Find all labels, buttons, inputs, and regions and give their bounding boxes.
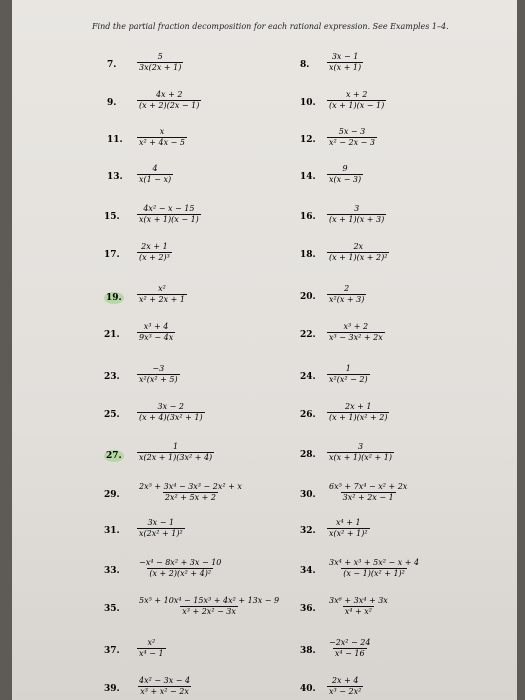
numerator: 2x⁵ + 3x⁴ − 3x³ − 2x² + x <box>139 482 242 491</box>
denominator: x² − 2x − 3 <box>329 138 375 147</box>
denominator: x(2x² + 1)² <box>139 529 183 538</box>
numerator: −3 <box>152 364 165 373</box>
numerator: 5x − 3 <box>338 127 366 136</box>
rational-expression <box>137 204 201 225</box>
rational-expression <box>137 442 214 463</box>
denominator: x(x + 1) <box>329 63 362 72</box>
problem-number: 22. <box>300 330 316 340</box>
numerator: 3 <box>354 204 360 213</box>
rational-expression <box>327 242 389 263</box>
denominator: (x + 1)(x + 3) <box>329 215 385 224</box>
numerator: x² <box>147 638 156 647</box>
numerator: 2x + 1 <box>345 402 372 411</box>
problem-number: 9. <box>107 98 117 108</box>
problem-number: 36. <box>300 604 316 614</box>
numerator: x + 2 <box>345 90 368 99</box>
instructions: Find the partial fraction decomposition for each rational expression. See Examples 1–4. <box>92 22 449 31</box>
problem-number: 29. <box>104 490 120 500</box>
problem-number: 24. <box>300 372 316 382</box>
problem-number: 21. <box>104 330 120 340</box>
denominator: 3x² + 2x − 1 <box>342 493 394 502</box>
denominator: x⁴ + x² <box>344 607 373 616</box>
denominator: x(x + 1)(x² + 1) <box>329 453 392 462</box>
textbook-page <box>12 0 517 700</box>
numerator: 5 <box>157 52 163 61</box>
rational-expression <box>137 242 172 263</box>
problem-number: 16. <box>300 212 316 222</box>
numerator: 4x² − x − 15 <box>143 204 195 213</box>
numerator: 2x + 1 <box>141 242 168 251</box>
rational-expression <box>327 558 421 579</box>
rational-expression <box>327 442 394 463</box>
numerator: 2 <box>344 284 350 293</box>
rational-expression <box>327 402 389 423</box>
numerator: 5x⁵ + 10x⁴ − 15x³ + 4x² + 13x − 9 <box>139 596 280 605</box>
problem-number: 33. <box>104 566 120 576</box>
numerator: −x⁴ − 8x² + 3x − 10 <box>139 558 222 567</box>
rational-expression <box>137 518 185 539</box>
numerator: 9 <box>342 164 348 173</box>
rational-expression <box>327 52 363 73</box>
denominator: x² + 2x + 1 <box>139 295 185 304</box>
rational-expression <box>137 596 281 617</box>
problem-number: 20. <box>300 292 316 302</box>
problem-number: 14. <box>300 172 316 182</box>
problem-number: 23. <box>104 372 120 382</box>
denominator: x(1 − x) <box>139 175 172 184</box>
denominator: x³ − 3x² + 2x <box>329 333 383 342</box>
rational-expression <box>327 90 386 111</box>
rational-expression <box>137 52 183 73</box>
denominator: x³ + x² − 2x <box>140 687 189 696</box>
denominator: (x + 4)(3x² + 1) <box>139 413 203 422</box>
numerator: 1 <box>173 442 179 451</box>
rational-expression <box>327 127 377 148</box>
rational-expression <box>137 127 187 148</box>
problem-number: 17. <box>104 250 120 260</box>
denominator: 2x² + 5x + 2 <box>164 493 216 502</box>
problem-number: 34. <box>300 566 316 576</box>
denominator: (x + 1)(x + 2)² <box>329 253 388 262</box>
rational-expression <box>137 364 180 385</box>
numerator: 2x + 4 <box>331 676 359 685</box>
numerator: x² <box>158 284 166 293</box>
problem-number: 31. <box>104 526 120 536</box>
rational-expression <box>327 518 370 539</box>
denominator: 9x³ − 4x <box>139 333 174 342</box>
numerator: x <box>159 127 165 136</box>
numerator: 3x⁴ + x³ + 5x² − x + 4 <box>329 558 420 567</box>
numerator: 2x <box>353 242 364 251</box>
denominator: x²(x² − 2) <box>329 375 368 384</box>
problem-number: 27. <box>106 451 122 461</box>
denominator: x³ + 2x² − 3x <box>182 607 236 616</box>
denominator: x(x² + 1)² <box>329 529 368 538</box>
problem-number: 32. <box>300 526 316 536</box>
rational-expression <box>137 284 187 305</box>
denominator: x⁴ − 1 <box>139 649 164 658</box>
numerator: 6x⁵ + 7x⁴ − x² + 2x <box>329 482 408 491</box>
rational-expression <box>137 90 201 111</box>
numerator: 4x + 2 <box>155 90 183 99</box>
numerator: −2x² − 24 <box>329 638 371 647</box>
denominator: (x + 2)³ <box>139 253 170 262</box>
rational-expression <box>327 638 372 659</box>
rational-expression <box>327 164 363 185</box>
problem-number: 39. <box>104 684 120 694</box>
denominator: (x + 2)(2x − 1) <box>139 101 200 110</box>
problem-number: 25. <box>104 410 120 420</box>
rational-expression <box>137 638 166 659</box>
denominator: (x + 2)(x² + 4)² <box>149 569 212 578</box>
denominator: x²(x² + 5) <box>139 375 178 384</box>
numerator: x³ + 2 <box>343 322 369 331</box>
problem-number: 8. <box>300 60 310 70</box>
denominator: x(x + 1)(x − 1) <box>139 215 199 224</box>
problem-number: 11. <box>107 135 123 145</box>
problem-number: 15. <box>104 212 120 222</box>
denominator: (x − 1)(x² + 1)² <box>343 569 405 578</box>
problem-number: 12. <box>300 135 316 145</box>
problem-number: 28. <box>300 450 316 460</box>
numerator: x³ + 4 <box>143 322 169 331</box>
denominator: x²(x + 3) <box>329 295 365 304</box>
numerator: 4 <box>152 164 158 173</box>
denominator: x(x − 3) <box>329 175 362 184</box>
problem-number: 26. <box>300 410 316 420</box>
denominator: x(2x + 1)(3x² + 4) <box>139 453 213 462</box>
denominator: x³ − 2x² <box>329 687 362 696</box>
rational-expression <box>137 482 244 503</box>
problem-number: 37. <box>104 646 120 656</box>
denominator: (x + 1)(x² + 2) <box>329 413 388 422</box>
numerator: 3x − 2 <box>157 402 185 411</box>
rational-expression <box>327 676 363 697</box>
problem-number: 18. <box>300 250 316 260</box>
denominator: x⁴ − 16 <box>334 649 365 658</box>
denominator: 3x(2x + 1) <box>139 63 182 72</box>
rational-expression <box>327 364 370 385</box>
denominator: (x + 1)(x − 1) <box>329 101 385 110</box>
numerator: x⁴ + 1 <box>335 518 361 527</box>
problem-number: 35. <box>104 604 120 614</box>
problem-number: 7. <box>107 60 117 70</box>
rational-expression <box>327 322 385 343</box>
problem-number: 40. <box>300 684 316 694</box>
rational-expression <box>327 482 409 503</box>
rational-expression <box>327 284 366 305</box>
problem-number: 13. <box>107 172 123 182</box>
rational-expression <box>137 676 192 697</box>
problem-number: 38. <box>300 646 316 656</box>
numerator: 1 <box>345 364 351 373</box>
numerator: 3 <box>357 442 364 451</box>
rational-expression <box>137 558 223 579</box>
numerator: 3x − 1 <box>331 52 359 61</box>
numerator: 4x² − 3x − 4 <box>139 676 191 685</box>
rational-expression <box>137 322 175 343</box>
numerator: 3x − 1 <box>147 518 175 527</box>
rational-expression <box>327 204 386 225</box>
problem-number: 19. <box>106 293 122 303</box>
problem-number: 10. <box>300 98 316 108</box>
rational-expression <box>327 596 390 617</box>
rational-expression <box>137 402 205 423</box>
numerator: 3x⁶ + 3x⁴ + 3x <box>329 596 388 605</box>
denominator: x² + 4x − 5 <box>139 138 185 147</box>
rational-expression <box>137 164 173 185</box>
problem-number: 30. <box>300 490 316 500</box>
